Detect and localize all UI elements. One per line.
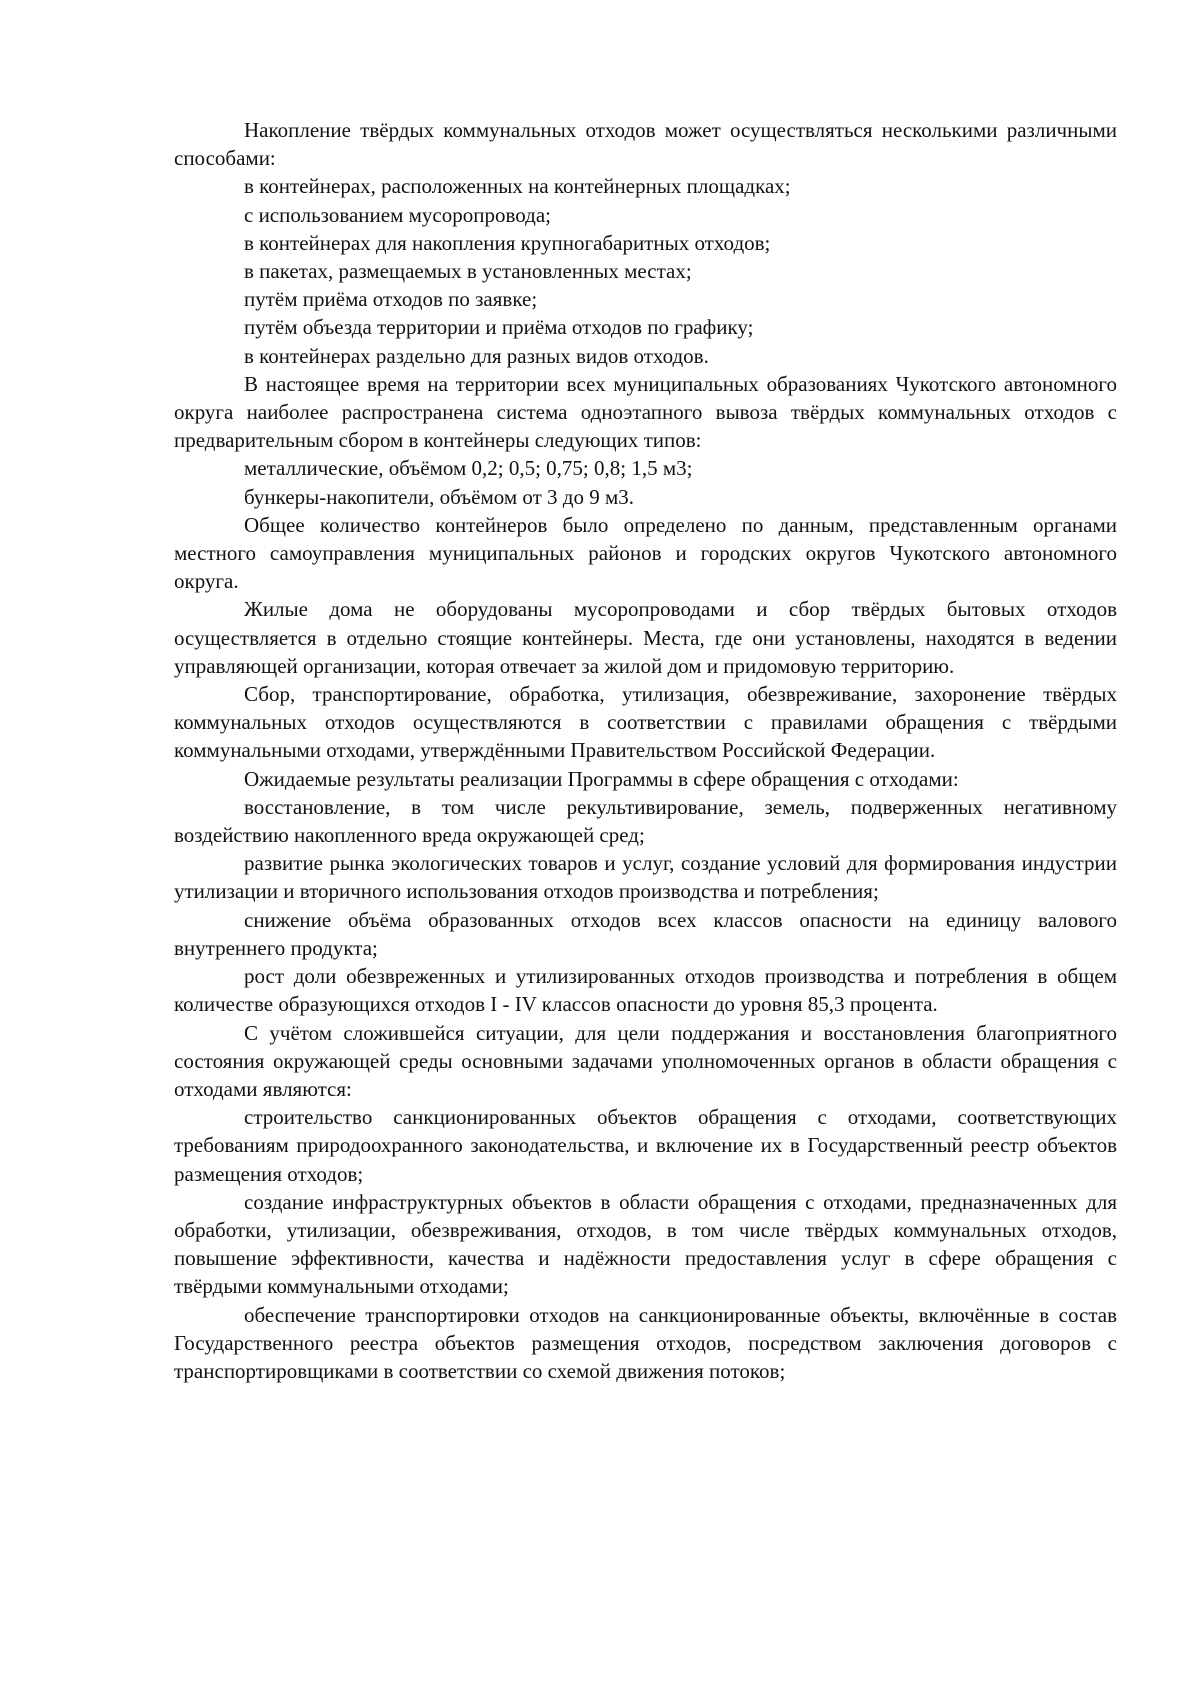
list-item-volume-reduction: снижение объёма образованных отходов всех классов опасности на единицу валового внутреннего продукта;	[174, 907, 1117, 960]
document-body	[174, 116, 1117, 1385]
list-item-market-development: развитие рынка экологических товаров и услуг, создание условий для формирования индустрии утилизации и вторичного использования отходов производства и потребления;	[174, 851, 1117, 904]
list-item-bags: в пакетах, размещаемых в установленных местах;	[244, 259, 692, 284]
list-item-neutralized-share: рост доли обезвреженных и утилизированных отходов производства и потребления в общем количестве образующихся отходов I - IV классов опасности до уровня 85,3 процента.	[174, 964, 1117, 1017]
list-item-metal-containers: металлические, объёмом 0,2; 0,5; 0,75; 0,8; 1,5 м3;	[244, 456, 693, 481]
list-item-infrastructure: создание инфраструктурных объектов в области обращения с отходами, предназначенных для обработки, утилизации, обезвреживания, отходов, в том числе твёрдых коммунальных отходов, повышение эффективности, качества и надёжности предоставления услуг в сфере обращения с твёрдыми коммунальными отходами;	[174, 1189, 1117, 1299]
list-item-on-request: путём приёма отходов по заявке;	[244, 287, 538, 312]
list-item-garbage-chute: с использованием мусоропровода;	[244, 202, 551, 227]
list-item-transportation: обеспечение транспортировки отходов на санкционированные объекты, включённые в состав Государственного реестра объектов размещения отходов, посредством заключения договоров с транспортировщиками в соответствии со схемой движения потоков;	[174, 1302, 1117, 1383]
list-item-container-sites: в контейнерах, расположенных на контейнерных площадках;	[244, 174, 791, 199]
paragraph-expected-results: Ожидаемые результаты реализации Программы в сфере обращения с отходами:	[244, 766, 959, 791]
paragraph-handling-rules: Сбор, транспортирование, обработка, утилизация, обезвреживание, захоронение твёрдых коммунальных отходов осуществляются в соответствии с правилами обращения с твёрдыми коммунальными отходами, утверждёнными Правительством Российской Федерации.	[174, 682, 1117, 763]
paragraph-residential-buildings: Жилые дома не оборудованы мусоропроводами и сбор твёрдых бытовых отходов осуществляется в отдельно стоящие контейнеры. Места, где они установлены, находятся в ведении управляющей организации, которая отвечает за жилой дом и придомовую территорию.	[174, 597, 1117, 678]
paragraph-main-tasks: С учётом сложившейся ситуации, для цели поддержания и восстановления благоприятного состояния окружающей среды основными задачами уполномоченных органов в области обращения с отходами являются:	[174, 1020, 1117, 1101]
paragraph-container-count: Общее количество контейнеров было определено по данным, представленным органами местного самоуправления муниципальных районов и городских округов Чукотского автономного округа.	[174, 512, 1117, 594]
list-item-bunkers: бункеры-накопители, объёмом от 3 до 9 м3.	[244, 484, 635, 509]
list-item-restoration: восстановление, в том числе рекультивирование, земель, подверженных негативному воздействию накопленного вреда окружающей сред;	[174, 794, 1117, 848]
list-item-bulky-waste-containers: в контейнерах для накопления крупногабаритных отходов;	[244, 230, 771, 255]
paragraph-current-system: В настоящее время на территории всех муниципальных образованиях Чукотского автономного округа наиболее распространена система одноэтапного вывоза твёрдых коммунальных отходов с предварительным сбором в контейнеры следующих типов:	[174, 371, 1117, 453]
list-item-separate-containers: в контейнерах раздельно для разных видов отходов.	[244, 343, 709, 368]
list-item-scheduled-collection: путём объезда территории и приёма отходов по графику;	[244, 315, 754, 340]
paragraph-accumulation-methods-intro: Накопление твёрдых коммунальных отходов может осуществляться несколькими различными способами:	[174, 118, 1117, 171]
list-item-construction: строительство санкционированных объектов обращения с отходами, соответствующих требованиям природоохранного законодательства, и включение их в Государственный реестр объектов размещения отходов;	[174, 1105, 1117, 1186]
